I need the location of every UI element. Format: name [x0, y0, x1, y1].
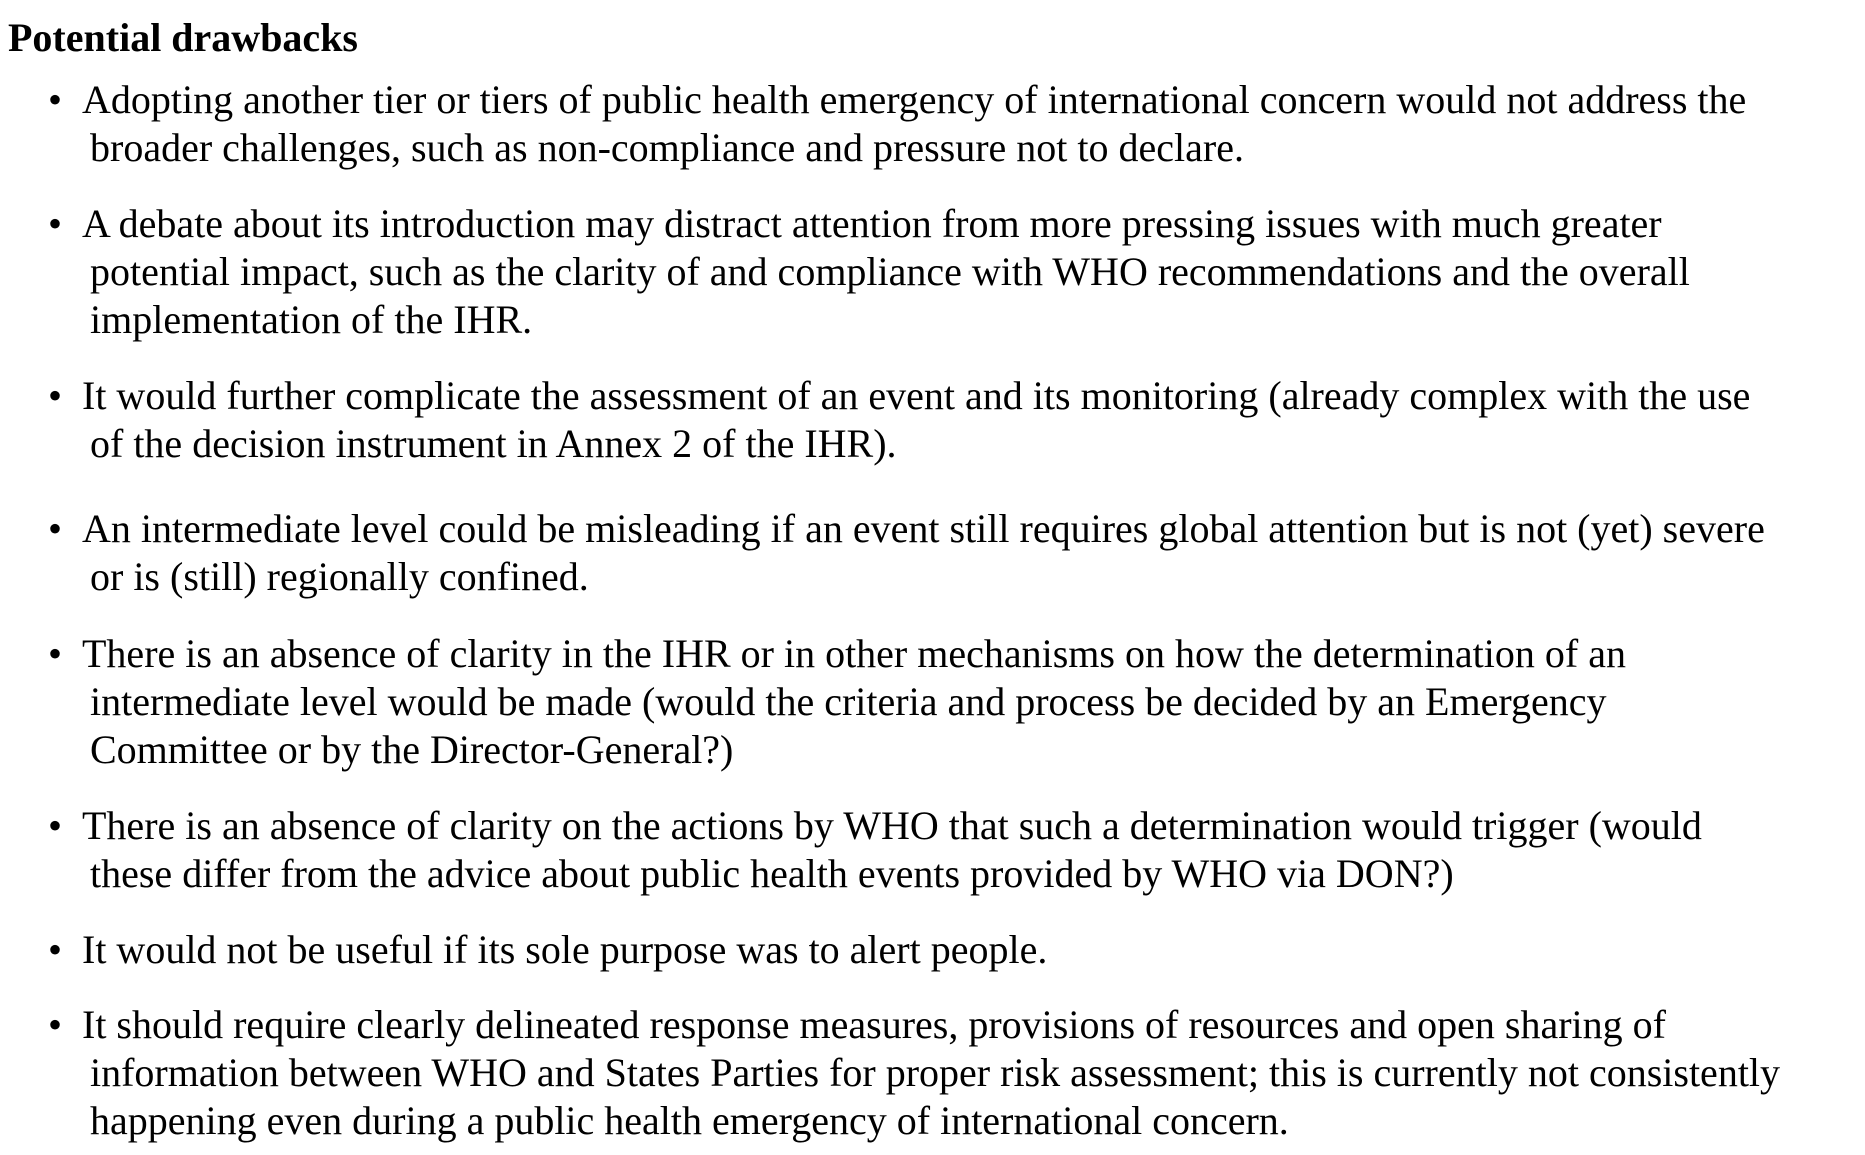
item-text-line: broader challenges, such as non-compliance and pressure not to declare. [90, 125, 1244, 170]
item-text-line: It would not be useful if its sole purpose was to alert people. [82, 927, 1048, 972]
bullet-icon: • [48, 201, 63, 246]
section-heading: Potential drawbacks [8, 15, 358, 60]
item-text-line: An intermediate level could be misleading if an event still requires global attention but is not (yet) severe [82, 506, 1765, 551]
bullet-icon: • [48, 927, 63, 972]
bullet-icon: • [48, 803, 63, 848]
bullet-icon: • [48, 373, 63, 418]
item-text-line: It would further complicate the assessment of an event and its monitoring (already complex with the use [82, 373, 1751, 418]
bullet-icon: • [48, 1002, 63, 1047]
item-text-line: Adopting another tier or tiers of public health emergency of international concern would not address the [82, 77, 1747, 122]
item-text-line: intermediate level would be made (would the criteria and process be decided by an Emergency [90, 679, 1607, 724]
item-text-line: There is an absence of clarity on the actions by WHO that such a determination would trigger (would [82, 803, 1702, 848]
item-text-line: or is (still) regionally confined. [90, 554, 589, 599]
item-text-line: implementation of the IHR. [90, 297, 533, 342]
item-text-line: It should require clearly delineated response measures, provisions of resources and open sharing of [82, 1002, 1666, 1047]
item-text-line: of the decision instrument in Annex 2 of the IHR). [90, 421, 897, 466]
item-text-line: happening even during a public health emergency of international concern. [90, 1098, 1289, 1143]
bullet-icon: • [48, 77, 63, 122]
item-text-line: these differ from the advice about public health events provided by WHO via DON?) [90, 851, 1454, 896]
item-text-line: Committee or by the Director-General?) [90, 727, 734, 772]
bullet-icon: • [48, 631, 63, 676]
item-text-line: There is an absence of clarity in the IHR or in other mechanisms on how the determination of an [82, 631, 1626, 676]
bullet-icon: • [48, 506, 63, 551]
item-text-line: potential impact, such as the clarity of and compliance with WHO recommendations and the overall [90, 249, 1690, 294]
item-text-line: information between WHO and States Parties for proper risk assessment; this is currently not consistently [90, 1050, 1781, 1095]
item-text-line: A debate about its introduction may distract attention from more pressing issues with much greater [82, 201, 1662, 246]
